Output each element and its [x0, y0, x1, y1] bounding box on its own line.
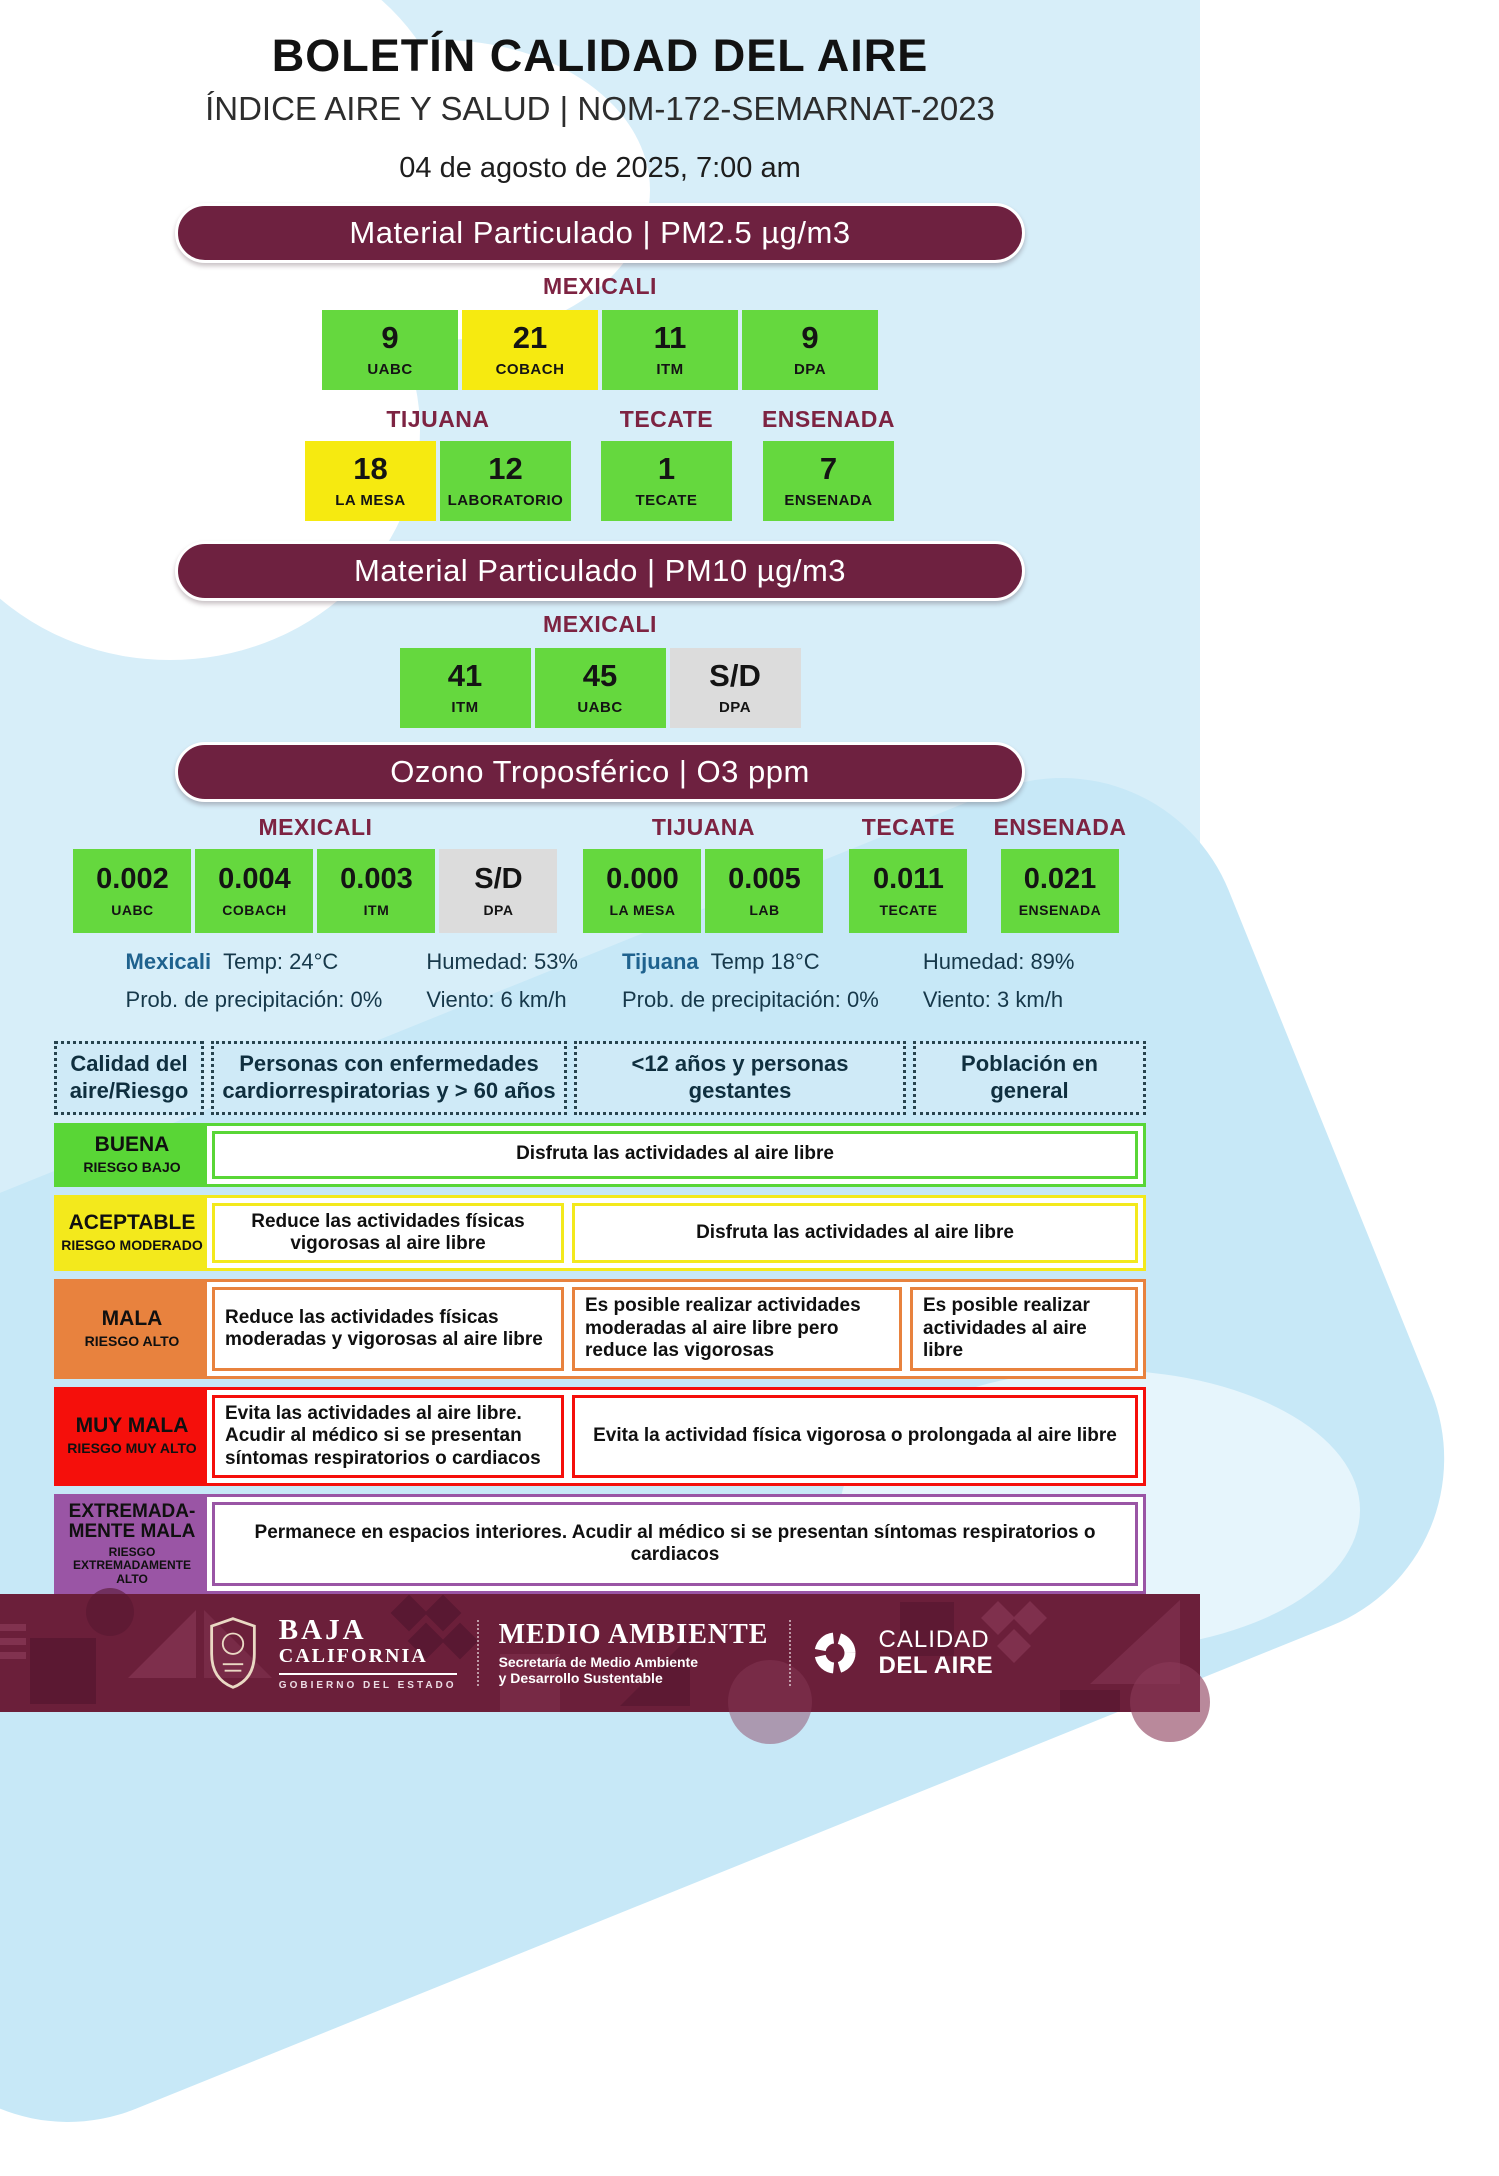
risk-level: MALA	[101, 1307, 163, 1331]
pm10-mexicali-row	[0, 648, 1200, 728]
station-value: 7	[819, 451, 838, 486]
risk-level: MUY MALA	[75, 1414, 189, 1438]
state-crest-icon	[207, 1615, 259, 1691]
pm25-cities-row	[0, 406, 1200, 521]
gov-subtitle: GOBIERNO DEL ESTADO	[278, 1679, 457, 1691]
station-value: 41	[447, 658, 483, 693]
station-label: LABORATORIO	[447, 492, 564, 509]
risk-sublabel: RIESGO EXTREMADAMENTE ALTO	[72, 1544, 191, 1586]
station-label: COBACH	[222, 901, 287, 918]
station-label: DPA	[718, 699, 752, 716]
pm25-ensenada-group	[762, 406, 895, 521]
station-value: S/D	[709, 658, 761, 693]
risk-cell: Permanece en espacios interiores. Acudir al médico si se presentan síntomas respiratorios o cardiacos	[212, 1502, 1138, 1586]
station-value: 0.000	[606, 862, 679, 895]
station-label: DPA	[793, 361, 827, 378]
footer-divider	[789, 1620, 791, 1686]
government-wordmark	[278, 1613, 457, 1691]
weather-humidity: Humedad: 89%	[922, 949, 1075, 974]
weather-mexicali-2	[426, 949, 578, 1025]
city-header-mexicali: MEXICALI	[543, 611, 657, 637]
station-label: ITM	[451, 699, 479, 716]
footer	[0, 1594, 1200, 1712]
header-cell: <12 años y personas gestantes	[574, 1041, 906, 1115]
weather-city: Mexicali	[125, 949, 212, 974]
header-cell: Calidad del aire/Riesgo	[54, 1041, 204, 1115]
weather-temp: Temp: 24°C	[223, 949, 339, 974]
risk-cell: Reduce las actividades físicas moderadas y vigorosas al aire libre	[212, 1287, 564, 1370]
weather-precip: Prob. de precipitación: 0%	[622, 987, 879, 1012]
station-label: UABC	[577, 699, 623, 716]
ministry-subtitle-2: y Desarrollo Sustentable	[498, 1670, 663, 1687]
station-box	[462, 310, 598, 390]
pm10-banner: Material Particulado | PM10 µg/m3	[175, 541, 1025, 601]
risk-row-muy-mala	[54, 1387, 1146, 1486]
pm25-tecate-group	[601, 406, 732, 521]
header-cell: Personas con enfermedades cardiorrespiratorias y > 60 años	[211, 1041, 567, 1115]
station-box	[73, 849, 191, 933]
risk-label	[57, 1198, 207, 1269]
city-header-tecate: TECATE	[619, 406, 714, 432]
station-value: 45	[582, 658, 618, 693]
station-label: TECATE	[879, 901, 938, 918]
risk-cell: Disfruta las actividades al aire libre	[572, 1203, 1138, 1264]
pm25-banner: Material Particulado | PM2.5 µg/m3	[175, 203, 1025, 263]
station-box	[305, 441, 436, 521]
risk-row-buena	[54, 1123, 1146, 1187]
station-box	[742, 310, 878, 390]
risk-level: EXTREMADA- MENTE MALA	[68, 1500, 196, 1542]
station-label: LA MESA	[335, 492, 406, 509]
risk-cell: Reduce las actividades físicas vigorosas al aire libre	[212, 1203, 564, 1264]
station-box	[849, 849, 967, 933]
station-value: 0.004	[218, 862, 291, 895]
risk-level: BUENA	[94, 1132, 170, 1156]
brand-wordmark	[879, 1627, 994, 1679]
o3-tijuana-group	[583, 814, 823, 933]
station-label: ENSENADA	[1018, 901, 1102, 918]
station-label: ENSENADA	[784, 492, 873, 509]
air-quality-logo-icon	[811, 1629, 859, 1677]
weather-mexicali	[126, 949, 383, 1025]
station-label: ITM	[363, 901, 390, 918]
o3-ensenada-group	[993, 814, 1126, 933]
risk-cell: Disfruta las actividades al aire libre	[212, 1131, 1138, 1179]
risk-cell: Evita la actividad física vigorosa o prolongada al aire libre	[572, 1395, 1138, 1478]
station-box	[195, 849, 313, 933]
station-box	[670, 648, 801, 728]
station-value: 21	[512, 320, 548, 355]
pm25-mexicali-row	[0, 310, 1200, 390]
station-value: 0.005	[728, 862, 801, 895]
station-value: 1	[657, 451, 676, 486]
station-box	[440, 441, 571, 521]
station-label: DPA	[483, 901, 514, 918]
risk-label	[57, 1390, 207, 1483]
brand-line2: DEL AIRE	[878, 1652, 994, 1680]
station-label: ITM	[656, 361, 684, 378]
weather-precip: Prob. de precipitación: 0%	[125, 987, 383, 1012]
risk-table-header	[54, 1041, 1146, 1115]
station-box	[322, 310, 458, 390]
city-header-mexicali: MEXICALI	[543, 273, 657, 299]
city-header-tijuana: TIJUANA	[386, 406, 490, 432]
station-value: 9	[381, 320, 399, 355]
weather-temp: Temp 18°C	[710, 949, 820, 974]
risk-label	[57, 1497, 207, 1591]
header-cell: Población en general	[913, 1041, 1146, 1115]
weather-city: Tijuana	[622, 949, 699, 974]
weather-wind: Viento: 6 km/h	[426, 987, 567, 1012]
station-label: LA MESA	[609, 901, 676, 918]
page-subtitle: ÍNDICE AIRE Y SALUD | NOM-172-SEMARNAT-2023	[205, 90, 995, 127]
station-value: S/D	[474, 862, 523, 895]
risk-sublabel: RIESGO MODERADO	[61, 1237, 203, 1254]
station-label: LAB	[749, 901, 780, 918]
risk-cell: Es posible realizar actividades al aire libre	[910, 1287, 1138, 1370]
weather-humidity: Humedad: 53%	[426, 949, 578, 974]
station-box	[439, 849, 557, 933]
o3-cities-row	[0, 814, 1200, 933]
page-title: BOLETÍN CALIDAD DEL AIRE	[271, 30, 929, 81]
risk-cell: Es posible realizar actividades moderadas al aire libre pero reduce las vigorosas	[572, 1287, 902, 1370]
station-value: 12	[488, 451, 523, 486]
risk-row-extremadamente-mala	[54, 1494, 1146, 1594]
station-box	[583, 849, 701, 933]
weather-tijuana	[622, 949, 879, 1025]
city-header-ensenada: ENSENADA	[761, 406, 896, 432]
station-value: 0.002	[96, 862, 169, 895]
risk-row-mala	[54, 1279, 1146, 1378]
station-box	[1001, 849, 1119, 933]
station-box	[535, 648, 666, 728]
station-label: UABC	[367, 361, 413, 378]
ministry-title: MEDIO AMBIENTE	[498, 1618, 769, 1650]
gov-name-line1: BAJA	[278, 1613, 367, 1646]
weather-strip	[0, 949, 1200, 1025]
station-value: 9	[801, 320, 819, 355]
ministry-wordmark	[499, 1620, 769, 1686]
station-value: 0.021	[1023, 862, 1097, 895]
footer-logos	[0, 1594, 1200, 1712]
risk-table	[54, 1041, 1146, 1594]
risk-sublabel: RIESGO ALTO	[84, 1333, 180, 1350]
city-header-mexicali: MEXICALI	[258, 814, 373, 840]
o3-banner: Ozono Troposférico | O3 ppm	[175, 742, 1025, 802]
city-header-tijuana: TIJUANA	[651, 814, 756, 840]
risk-label	[57, 1126, 207, 1184]
risk-level: ACEPTABLE	[68, 1211, 196, 1235]
ministry-subtitle-1: Secretaría de Medio Ambiente	[498, 1654, 698, 1671]
station-box	[763, 441, 894, 521]
station-box	[400, 648, 531, 728]
station-box	[602, 310, 738, 390]
o3-tecate-group	[849, 814, 967, 933]
o3-mexicali-group	[73, 814, 557, 933]
weather-wind: Viento: 3 km/h	[922, 987, 1064, 1012]
station-box	[601, 441, 732, 521]
weather-tijuana-2	[923, 949, 1075, 1025]
station-box	[317, 849, 435, 933]
risk-sublabel: RIESGO MUY ALTO	[67, 1440, 197, 1457]
station-box	[705, 849, 823, 933]
gov-name-line2: CALIFORNIA	[279, 1645, 457, 1675]
city-header-ensenada: ENSENADA	[993, 814, 1127, 840]
station-label: TECATE	[635, 492, 698, 509]
station-value: 0.003	[340, 862, 413, 895]
risk-cell: Evita las actividades al aire libre. Acudir al médico si se presentan síntomas respiratorios o cardiacos	[212, 1395, 564, 1478]
footer-divider	[477, 1620, 479, 1686]
city-header-tecate: TECATE	[861, 814, 956, 840]
station-label: COBACH	[495, 361, 565, 378]
risk-sublabel: RIESGO BAJO	[83, 1158, 181, 1175]
station-value: 11	[653, 320, 687, 355]
risk-label	[57, 1282, 207, 1375]
pm25-tijuana-group	[305, 406, 571, 521]
station-label: UABC	[111, 901, 154, 918]
station-value: 0.011	[872, 862, 944, 895]
bulletin-date: 04 de agosto de 2025, 7:00 am	[399, 152, 801, 184]
station-value: 18	[353, 451, 388, 486]
risk-row-aceptable	[54, 1195, 1146, 1272]
brand-line1: CALIDAD	[878, 1626, 990, 1654]
